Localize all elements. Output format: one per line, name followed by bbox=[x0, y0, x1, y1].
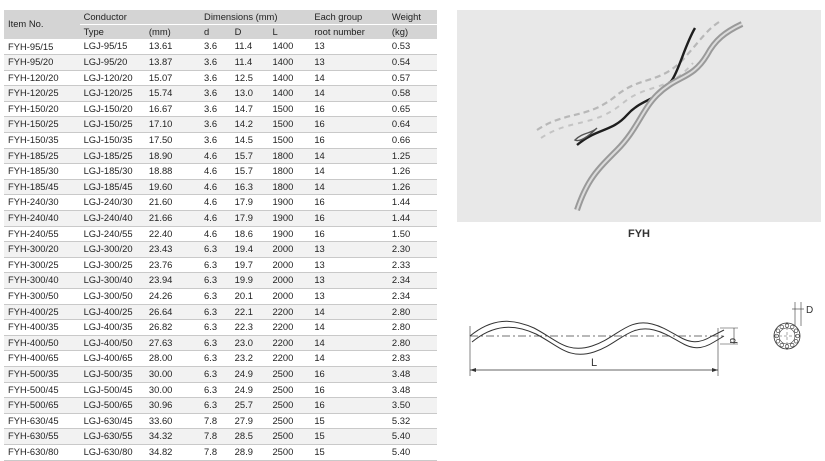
drawing-spiral-inner bbox=[472, 327, 724, 354]
cell-conductor-mm: 13.87 bbox=[145, 55, 200, 71]
cell-D: 27.9 bbox=[231, 413, 269, 429]
cell-root-number: 13 bbox=[310, 242, 388, 258]
table-row bbox=[4, 366, 437, 382]
cell-D: 22.1 bbox=[231, 304, 269, 320]
cell-L: 2200 bbox=[268, 335, 310, 351]
cell-item-no: FYH-630/45 bbox=[4, 413, 80, 429]
drawing-L-label: L bbox=[590, 357, 598, 369]
cell-L: 2000 bbox=[268, 273, 310, 289]
cell-weight: 1.26 bbox=[388, 164, 437, 180]
cell-D: 23.2 bbox=[231, 351, 269, 367]
cell-weight: 2.33 bbox=[388, 257, 437, 273]
table-row bbox=[4, 211, 437, 227]
cell-L: 1900 bbox=[268, 195, 310, 211]
strand-dot bbox=[790, 343, 794, 347]
header-L: L bbox=[268, 25, 310, 40]
cell-L: 1500 bbox=[268, 117, 310, 133]
cell-item-no: FYH-630/55 bbox=[4, 429, 80, 445]
cell-root-number: 13 bbox=[310, 273, 388, 289]
cell-weight: 5.40 bbox=[388, 444, 437, 460]
cell-d: 3.6 bbox=[200, 133, 231, 149]
cell-d: 4.6 bbox=[200, 195, 231, 211]
cell-L: 2200 bbox=[268, 304, 310, 320]
header-weight: Weight bbox=[388, 10, 437, 25]
cell-item-no: FYH-630/80 bbox=[4, 444, 80, 460]
cell-L: 2000 bbox=[268, 257, 310, 273]
header-conductor: Conductor bbox=[80, 10, 145, 25]
table-row bbox=[4, 429, 437, 445]
cell-weight: 2.80 bbox=[388, 320, 437, 336]
cell-item-no: FYH-300/40 bbox=[4, 273, 80, 289]
cell-root-number: 14 bbox=[310, 70, 388, 86]
cell-L: 2200 bbox=[268, 320, 310, 336]
cell-conductor-mm: 13.61 bbox=[145, 39, 200, 55]
cell-L: 2500 bbox=[268, 366, 310, 382]
cell-type: LGJ-150/20 bbox=[80, 101, 145, 117]
cell-root-number: 13 bbox=[310, 289, 388, 305]
cell-weight: 3.48 bbox=[388, 366, 437, 382]
table-row bbox=[4, 382, 437, 398]
cell-d: 4.6 bbox=[200, 211, 231, 227]
cell-type: LGJ-240/55 bbox=[80, 226, 145, 242]
cell-d: 3.6 bbox=[200, 55, 231, 71]
cell-type: LGJ-630/80 bbox=[80, 444, 145, 460]
cell-conductor-mm: 30.00 bbox=[145, 382, 200, 398]
table-row bbox=[4, 398, 437, 414]
cell-conductor-mm: 15.07 bbox=[145, 70, 200, 86]
cell-conductor-mm: 18.90 bbox=[145, 148, 200, 164]
table-row bbox=[4, 257, 437, 273]
cell-weight: 1.44 bbox=[388, 195, 437, 211]
header-kg: (kg) bbox=[388, 25, 437, 40]
header-root-number: root number bbox=[310, 25, 388, 40]
cell-type: LGJ-240/30 bbox=[80, 195, 145, 211]
header-type: Type bbox=[80, 25, 145, 40]
table-row bbox=[4, 289, 437, 305]
table-row bbox=[4, 179, 437, 195]
table-row bbox=[4, 242, 437, 258]
cell-conductor-mm: 21.66 bbox=[145, 211, 200, 227]
cell-type: LGJ-95/15 bbox=[80, 39, 145, 55]
table-row bbox=[4, 39, 437, 55]
cell-type: LGJ-630/45 bbox=[80, 413, 145, 429]
cell-root-number: 16 bbox=[310, 398, 388, 414]
cell-item-no: FYH-95/15 bbox=[4, 39, 80, 55]
cell-L: 1500 bbox=[268, 133, 310, 149]
cell-D: 14.2 bbox=[231, 117, 269, 133]
cell-root-number: 16 bbox=[310, 101, 388, 117]
table-row bbox=[4, 304, 437, 320]
cell-weight: 1.50 bbox=[388, 226, 437, 242]
cell-D: 11.4 bbox=[231, 39, 269, 55]
table-row bbox=[4, 320, 437, 336]
cell-weight: 2.34 bbox=[388, 273, 437, 289]
cell-D: 28.9 bbox=[231, 444, 269, 460]
cell-L: 2500 bbox=[268, 444, 310, 460]
cell-L: 2500 bbox=[268, 382, 310, 398]
cell-root-number: 13 bbox=[310, 257, 388, 273]
cell-weight: 0.66 bbox=[388, 133, 437, 149]
cell-root-number: 16 bbox=[310, 382, 388, 398]
cell-conductor-mm: 17.50 bbox=[145, 133, 200, 149]
cell-conductor-mm: 19.60 bbox=[145, 179, 200, 195]
cell-L: 1800 bbox=[268, 148, 310, 164]
cell-root-number: 16 bbox=[310, 211, 388, 227]
cell-item-no: FYH-400/25 bbox=[4, 304, 80, 320]
cell-D: 14.7 bbox=[231, 101, 269, 117]
cell-type: LGJ-300/20 bbox=[80, 242, 145, 258]
cell-D: 28.5 bbox=[231, 429, 269, 445]
cell-weight: 0.57 bbox=[388, 70, 437, 86]
drawing-d-label: d bbox=[727, 338, 738, 344]
cell-root-number: 14 bbox=[310, 164, 388, 180]
cell-weight: 0.65 bbox=[388, 101, 437, 117]
cell-conductor-mm: 23.76 bbox=[145, 257, 200, 273]
table-row bbox=[4, 335, 437, 351]
armor-rod-photo bbox=[457, 10, 821, 222]
cell-L: 2200 bbox=[268, 351, 310, 367]
cell-weight: 2.83 bbox=[388, 351, 437, 367]
header-each-group: Each group bbox=[310, 10, 388, 25]
cell-weight: 5.32 bbox=[388, 413, 437, 429]
cell-item-no: FYH-150/20 bbox=[4, 101, 80, 117]
cell-L: 1400 bbox=[268, 39, 310, 55]
cell-item-no: FYH-240/40 bbox=[4, 211, 80, 227]
table-row bbox=[4, 70, 437, 86]
cell-weight: 2.34 bbox=[388, 289, 437, 305]
header-d: d bbox=[200, 25, 231, 40]
cell-L: 1400 bbox=[268, 70, 310, 86]
cell-conductor-mm: 21.60 bbox=[145, 195, 200, 211]
cell-D: 20.1 bbox=[231, 289, 269, 305]
cell-type: LGJ-150/35 bbox=[80, 133, 145, 149]
cell-item-no: FYH-400/50 bbox=[4, 335, 80, 351]
strand-dot bbox=[790, 325, 794, 329]
cell-D: 24.9 bbox=[231, 382, 269, 398]
cell-weight: 2.30 bbox=[388, 242, 437, 258]
cell-conductor-mm: 34.82 bbox=[145, 444, 200, 460]
cell-item-no: FYH-400/35 bbox=[4, 320, 80, 336]
cell-conductor-mm: 26.82 bbox=[145, 320, 200, 336]
cell-item-no: FYH-500/35 bbox=[4, 366, 80, 382]
cell-L: 2500 bbox=[268, 413, 310, 429]
cell-L: 2500 bbox=[268, 398, 310, 414]
photo-caption: FYH bbox=[628, 228, 650, 240]
cell-d: 6.3 bbox=[200, 351, 231, 367]
cell-D: 19.7 bbox=[231, 257, 269, 273]
cell-D: 15.7 bbox=[231, 148, 269, 164]
cell-d: 3.6 bbox=[200, 70, 231, 86]
cell-d: 6.3 bbox=[200, 320, 231, 336]
cell-weight: 1.44 bbox=[388, 211, 437, 227]
cell-type: LGJ-400/50 bbox=[80, 335, 145, 351]
strand-dot bbox=[780, 325, 784, 329]
cell-conductor-mm: 28.00 bbox=[145, 351, 200, 367]
cell-item-no: FYH-185/30 bbox=[4, 164, 80, 180]
cell-item-no: FYH-95/20 bbox=[4, 55, 80, 71]
cell-type: LGJ-120/25 bbox=[80, 86, 145, 102]
cell-type: LGJ-240/40 bbox=[80, 211, 145, 227]
cell-d: 6.3 bbox=[200, 304, 231, 320]
header-row-top bbox=[4, 10, 437, 25]
cell-D: 19.4 bbox=[231, 242, 269, 258]
strand-dot bbox=[776, 339, 780, 343]
header-D: D bbox=[231, 25, 269, 40]
cell-root-number: 16 bbox=[310, 226, 388, 242]
cell-weight: 0.54 bbox=[388, 55, 437, 71]
table-row bbox=[4, 195, 437, 211]
header-dimensions: Dimensions (mm) bbox=[200, 10, 310, 25]
cell-root-number: 16 bbox=[310, 133, 388, 149]
drawing-D-label: D bbox=[806, 305, 814, 316]
cell-root-number: 15 bbox=[310, 413, 388, 429]
cell-d: 3.6 bbox=[200, 117, 231, 133]
cell-D: 23.0 bbox=[231, 335, 269, 351]
cell-d: 6.3 bbox=[200, 398, 231, 414]
cell-type: LGJ-185/30 bbox=[80, 164, 145, 180]
cell-d: 4.6 bbox=[200, 226, 231, 242]
table-row bbox=[4, 444, 437, 460]
table-row bbox=[4, 86, 437, 102]
cell-d: 6.3 bbox=[200, 242, 231, 258]
cell-D: 17.9 bbox=[231, 195, 269, 211]
cell-type: LGJ-95/20 bbox=[80, 55, 145, 71]
cell-type: LGJ-185/45 bbox=[80, 179, 145, 195]
cell-D: 24.9 bbox=[231, 366, 269, 382]
cell-weight: 2.80 bbox=[388, 304, 437, 320]
cell-conductor-mm: 23.94 bbox=[145, 273, 200, 289]
cell-weight: 0.53 bbox=[388, 39, 437, 55]
cell-item-no: FYH-120/25 bbox=[4, 86, 80, 102]
cell-weight: 5.40 bbox=[388, 429, 437, 445]
cell-weight: 3.50 bbox=[388, 398, 437, 414]
cell-D: 15.7 bbox=[231, 164, 269, 180]
spec-table bbox=[4, 10, 437, 461]
table-row bbox=[4, 413, 437, 429]
cell-d: 3.6 bbox=[200, 86, 231, 102]
product-photo bbox=[457, 10, 821, 222]
cell-conductor-mm: 24.26 bbox=[145, 289, 200, 305]
cell-conductor-mm: 22.40 bbox=[145, 226, 200, 242]
table-row bbox=[4, 117, 437, 133]
table-row bbox=[4, 351, 437, 367]
table-row bbox=[4, 101, 437, 117]
cell-d: 7.8 bbox=[200, 444, 231, 460]
table-row bbox=[4, 133, 437, 149]
cell-root-number: 14 bbox=[310, 351, 388, 367]
cell-type: LGJ-500/45 bbox=[80, 382, 145, 398]
cell-root-number: 14 bbox=[310, 335, 388, 351]
cell-root-number: 15 bbox=[310, 429, 388, 445]
cell-root-number: 14 bbox=[310, 148, 388, 164]
cell-item-no: FYH-300/20 bbox=[4, 242, 80, 258]
cell-type: LGJ-150/25 bbox=[80, 117, 145, 133]
cell-type: LGJ-300/40 bbox=[80, 273, 145, 289]
cell-conductor-mm: 30.96 bbox=[145, 398, 200, 414]
cell-d: 6.3 bbox=[200, 382, 231, 398]
cell-root-number: 13 bbox=[310, 39, 388, 55]
cell-conductor-mm: 26.64 bbox=[145, 304, 200, 320]
cell-D: 25.7 bbox=[231, 398, 269, 414]
cell-item-no: FYH-150/25 bbox=[4, 117, 80, 133]
cell-type: LGJ-630/55 bbox=[80, 429, 145, 445]
cell-item-no: FYH-300/25 bbox=[4, 257, 80, 273]
cell-d: 4.6 bbox=[200, 179, 231, 195]
cell-type: LGJ-400/35 bbox=[80, 320, 145, 336]
cell-root-number: 14 bbox=[310, 86, 388, 102]
cell-root-number: 16 bbox=[310, 195, 388, 211]
cell-conductor-mm: 23.43 bbox=[145, 242, 200, 258]
cell-type: LGJ-500/35 bbox=[80, 366, 145, 382]
cell-L: 1800 bbox=[268, 179, 310, 195]
cell-item-no: FYH-300/50 bbox=[4, 289, 80, 305]
cell-conductor-mm: 27.63 bbox=[145, 335, 200, 351]
cell-D: 14.5 bbox=[231, 133, 269, 149]
cell-L: 1900 bbox=[268, 211, 310, 227]
strand-dot bbox=[776, 329, 780, 333]
table-row bbox=[4, 148, 437, 164]
cell-conductor-mm: 33.60 bbox=[145, 413, 200, 429]
table-row bbox=[4, 164, 437, 180]
cell-type: LGJ-400/65 bbox=[80, 351, 145, 367]
table-row bbox=[4, 273, 437, 289]
photo-rod-light-2 bbox=[541, 63, 693, 138]
cell-conductor-mm: 34.32 bbox=[145, 429, 200, 445]
cell-L: 1400 bbox=[268, 55, 310, 71]
cell-d: 6.3 bbox=[200, 335, 231, 351]
cell-D: 16.3 bbox=[231, 179, 269, 195]
cell-weight: 1.26 bbox=[388, 179, 437, 195]
cell-type: LGJ-185/25 bbox=[80, 148, 145, 164]
cell-L: 2000 bbox=[268, 242, 310, 258]
cell-item-no: FYH-150/35 bbox=[4, 133, 80, 149]
cell-L: 1900 bbox=[268, 226, 310, 242]
cell-d: 3.6 bbox=[200, 39, 231, 55]
cell-D: 11.4 bbox=[231, 55, 269, 71]
cell-type: LGJ-120/20 bbox=[80, 70, 145, 86]
cell-weight: 1.25 bbox=[388, 148, 437, 164]
technical-drawing bbox=[462, 296, 822, 386]
cell-item-no: FYH-185/45 bbox=[4, 179, 80, 195]
cell-conductor-mm: 17.10 bbox=[145, 117, 200, 133]
cell-d: 6.3 bbox=[200, 273, 231, 289]
cell-L: 2000 bbox=[268, 289, 310, 305]
cell-L: 1500 bbox=[268, 101, 310, 117]
cell-weight: 2.80 bbox=[388, 335, 437, 351]
cell-item-no: FYH-240/30 bbox=[4, 195, 80, 211]
cell-root-number: 16 bbox=[310, 366, 388, 382]
cell-type: LGJ-300/25 bbox=[80, 257, 145, 273]
cell-D: 19.9 bbox=[231, 273, 269, 289]
spec-table-body bbox=[4, 39, 437, 460]
cell-L: 2500 bbox=[268, 429, 310, 445]
cell-d: 4.6 bbox=[200, 148, 231, 164]
cell-d: 6.3 bbox=[200, 366, 231, 382]
cell-item-no: FYH-400/65 bbox=[4, 351, 80, 367]
strand-dot bbox=[780, 343, 784, 347]
cell-D: 17.9 bbox=[231, 211, 269, 227]
spiral-rod-drawing bbox=[462, 296, 822, 386]
cell-d: 6.3 bbox=[200, 257, 231, 273]
cell-d: 7.8 bbox=[200, 429, 231, 445]
cell-item-no: FYH-185/25 bbox=[4, 148, 80, 164]
cell-conductor-mm: 30.00 bbox=[145, 366, 200, 382]
header-item-no: Item No. bbox=[4, 10, 80, 39]
cell-type: LGJ-300/50 bbox=[80, 289, 145, 305]
cell-type: LGJ-400/25 bbox=[80, 304, 145, 320]
drawing-spiral-outer bbox=[470, 321, 724, 348]
cell-item-no: FYH-240/55 bbox=[4, 226, 80, 242]
cell-d: 3.6 bbox=[200, 101, 231, 117]
cell-item-no: FYH-120/20 bbox=[4, 70, 80, 86]
cell-d: 6.3 bbox=[200, 289, 231, 305]
table-row bbox=[4, 55, 437, 71]
cell-root-number: 13 bbox=[310, 55, 388, 71]
cell-D: 18.6 bbox=[231, 226, 269, 242]
cell-conductor-mm: 16.67 bbox=[145, 101, 200, 117]
strand-dot bbox=[794, 339, 798, 343]
cell-root-number: 16 bbox=[310, 117, 388, 133]
cell-weight: 0.58 bbox=[388, 86, 437, 102]
cell-conductor-mm: 18.88 bbox=[145, 164, 200, 180]
cell-L: 1800 bbox=[268, 164, 310, 180]
table-row bbox=[4, 226, 437, 242]
cell-weight: 3.48 bbox=[388, 382, 437, 398]
cell-d: 7.8 bbox=[200, 413, 231, 429]
cell-item-no: FYH-500/65 bbox=[4, 398, 80, 414]
cell-root-number: 15 bbox=[310, 444, 388, 460]
header-mm: (mm) bbox=[145, 25, 200, 40]
cell-type: LGJ-500/65 bbox=[80, 398, 145, 414]
cell-root-number: 14 bbox=[310, 304, 388, 320]
cell-item-no: FYH-500/45 bbox=[4, 382, 80, 398]
cell-D: 22.3 bbox=[231, 320, 269, 336]
cell-root-number: 14 bbox=[310, 179, 388, 195]
cell-L: 1400 bbox=[268, 86, 310, 102]
cell-D: 12.5 bbox=[231, 70, 269, 86]
cell-d: 4.6 bbox=[200, 164, 231, 180]
cell-weight: 0.64 bbox=[388, 117, 437, 133]
cell-D: 13.0 bbox=[231, 86, 269, 102]
cell-conductor-mm: 15.74 bbox=[145, 86, 200, 102]
header-blank bbox=[145, 10, 200, 25]
strand-dot bbox=[794, 329, 798, 333]
cell-root-number: 14 bbox=[310, 320, 388, 336]
